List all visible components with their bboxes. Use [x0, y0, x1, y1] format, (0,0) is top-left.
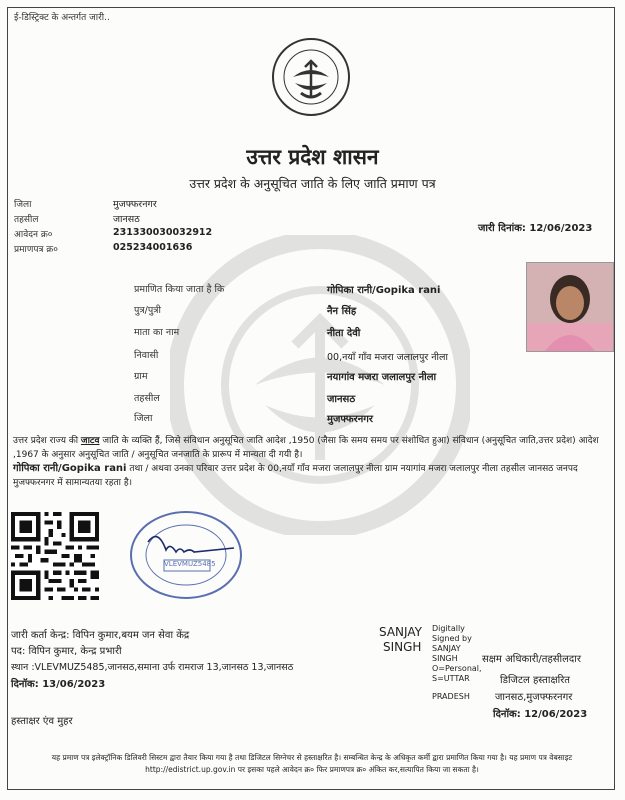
meta-label-certificate-no: प्रमाणपत्र क्र०: [14, 245, 58, 255]
page-subtitle: उत्तर प्रदेश के अनुसूचित जाति के लिए जाति प्रमाण पत्र: [189, 176, 436, 191]
issue-date: जारी दिनांक: 12/06/2023: [478, 223, 593, 234]
field-value-tehsil: जानसठ: [327, 394, 356, 405]
meta-value-application-no: 231330030032912: [113, 227, 213, 238]
applicant-photo-image: [527, 263, 613, 351]
qr-code-icon: [11, 512, 99, 600]
statement-part-3: तथा / अथवा उनका परिवार उत्तर प्रदेश के 00,नयाँ गाँव मजरा जलालपुर नीला ग्राम नयागांव मजरा जलालपुर नीला तहसील जानसठ जनपद मुजफ्फरनगर में सामान्यतया रहता है।: [13, 464, 578, 488]
page-title: उत्तर प्रदेश शासन: [246, 144, 379, 169]
caste-name: जाटव: [80, 436, 100, 446]
issuer-center: जारी कर्ता केन्द्र: विपिन कुमार,बयम जन सेवा केंद्र: [11, 630, 190, 641]
meta-value-tehsil: जानसठ: [113, 214, 140, 225]
field-value-parent: नैन सिंह: [327, 306, 357, 317]
field-label-village: ग्राम: [134, 371, 148, 382]
statement-part-2: जाति के व्यक्ति हैं, जिसे संविधान अनुसूचित जाति आदेश ,1950 (जैसा कि समय समय पर संशोधित हुआ) संविधान (अनुसूचित जाति,उत्तर प्रदेश) आदेश ,1967 के अनुसार अनुसूचित जाति / अनुसूचित जनजाति के प्रारूप में मान्यता दी गयी है।: [13, 436, 599, 460]
field-value-resident: 00,नयाँ गाँव मजरा जलालपुर नीला: [327, 352, 448, 363]
meta-label-district: जिला: [14, 200, 32, 210]
issuer-post: पद: विपिन कुमार, केन्द्र प्रभारी: [11, 646, 122, 657]
statement-name: गोपिका रानी/Gopika rani: [13, 463, 127, 474]
field-label-resident: निवासी: [134, 350, 159, 361]
meta-label-application-no: आवेदन क्र०: [14, 230, 53, 240]
statement-part-1: उत्तर प्रदेश राज्य की: [13, 436, 81, 446]
csc-seal-stamp: [128, 510, 243, 600]
field-label-tehsil: तहसील: [134, 393, 160, 404]
field-label-mother: माता का नाम: [134, 327, 180, 338]
authority-digital: डिजिटल हस्ताक्षरित: [500, 675, 570, 686]
issuer-place: स्थान :VLEVMUZ5485,जानसठ,समाना उर्फ रामराज 13,जानसठ 13,जानसठ: [11, 662, 294, 673]
field-label-district: जिला: [134, 413, 153, 424]
meta-value-certificate-no: 025234001636: [113, 242, 193, 253]
up-emblem-icon: [271, 37, 351, 117]
field-value-village: नयागांव मजरा जलालपुर नीला: [327, 372, 437, 383]
field-label-parent: पुत्र/पुत्री: [134, 305, 161, 316]
field-value-mother: नीता देवी: [327, 328, 361, 339]
authority-office: जानसठ,मुजफ्फरनगर: [495, 692, 573, 703]
signer-name-line1: SANJAY: [379, 625, 422, 639]
digital-signature-meta: Digitally Signed by SANJAY SINGH O=Personal, S=UTTAR PRADESH: [432, 624, 482, 701]
field-label-certified: प्रमाणित किया जाता है कि: [134, 284, 225, 295]
header-note: ई-डिस्ट्रिक्ट के अन्तर्गत जारी..: [14, 13, 110, 23]
signature-seal-note: हस्ताक्षर एंव मुहर: [11, 716, 73, 727]
certificate-statement: [13, 435, 613, 490]
footer-verification-note: यह प्रमाण पत्र इलेक्ट्रॉनिक डिलिवरी सिस्टम द्वारा तैयार किया गया है तथा डिजिटल सिग्नेचर से हस्ताक्षरित है। सम्बन्धित केन्द्र के अधिकृत कर्मी द्वारा प्रमाणित किया गया है। यह प्रमाण पत्र वेबसाइट http://edistrict.up.gov.in पर इसका पहले आवेदन क्र० फिर प्रमाणपत्र क्र० अंकित कर,सत्यापित किया जा सकता है।: [51, 753, 573, 774]
authority-role: सक्षम अधिकारी/तहसीलदार: [482, 654, 581, 665]
authority-date: दिनॉक: 12/06/2023: [493, 709, 588, 720]
field-value-name: गोपिका रानी/Gopika rani: [327, 285, 441, 296]
seal-id-text: VLEVMUZ5485: [164, 560, 216, 568]
signer-name-line2: SINGH: [383, 640, 422, 654]
issuer-date: दिनॉक: 13/06/2023: [11, 679, 106, 690]
applicant-photo: [526, 262, 614, 352]
watermark-emblem-icon: [170, 235, 470, 535]
meta-label-tehsil: तहसील: [14, 215, 39, 225]
field-value-district: मुजफ्फरनगर: [327, 414, 373, 425]
meta-value-district: मुजफ्फरनगर: [113, 199, 157, 210]
